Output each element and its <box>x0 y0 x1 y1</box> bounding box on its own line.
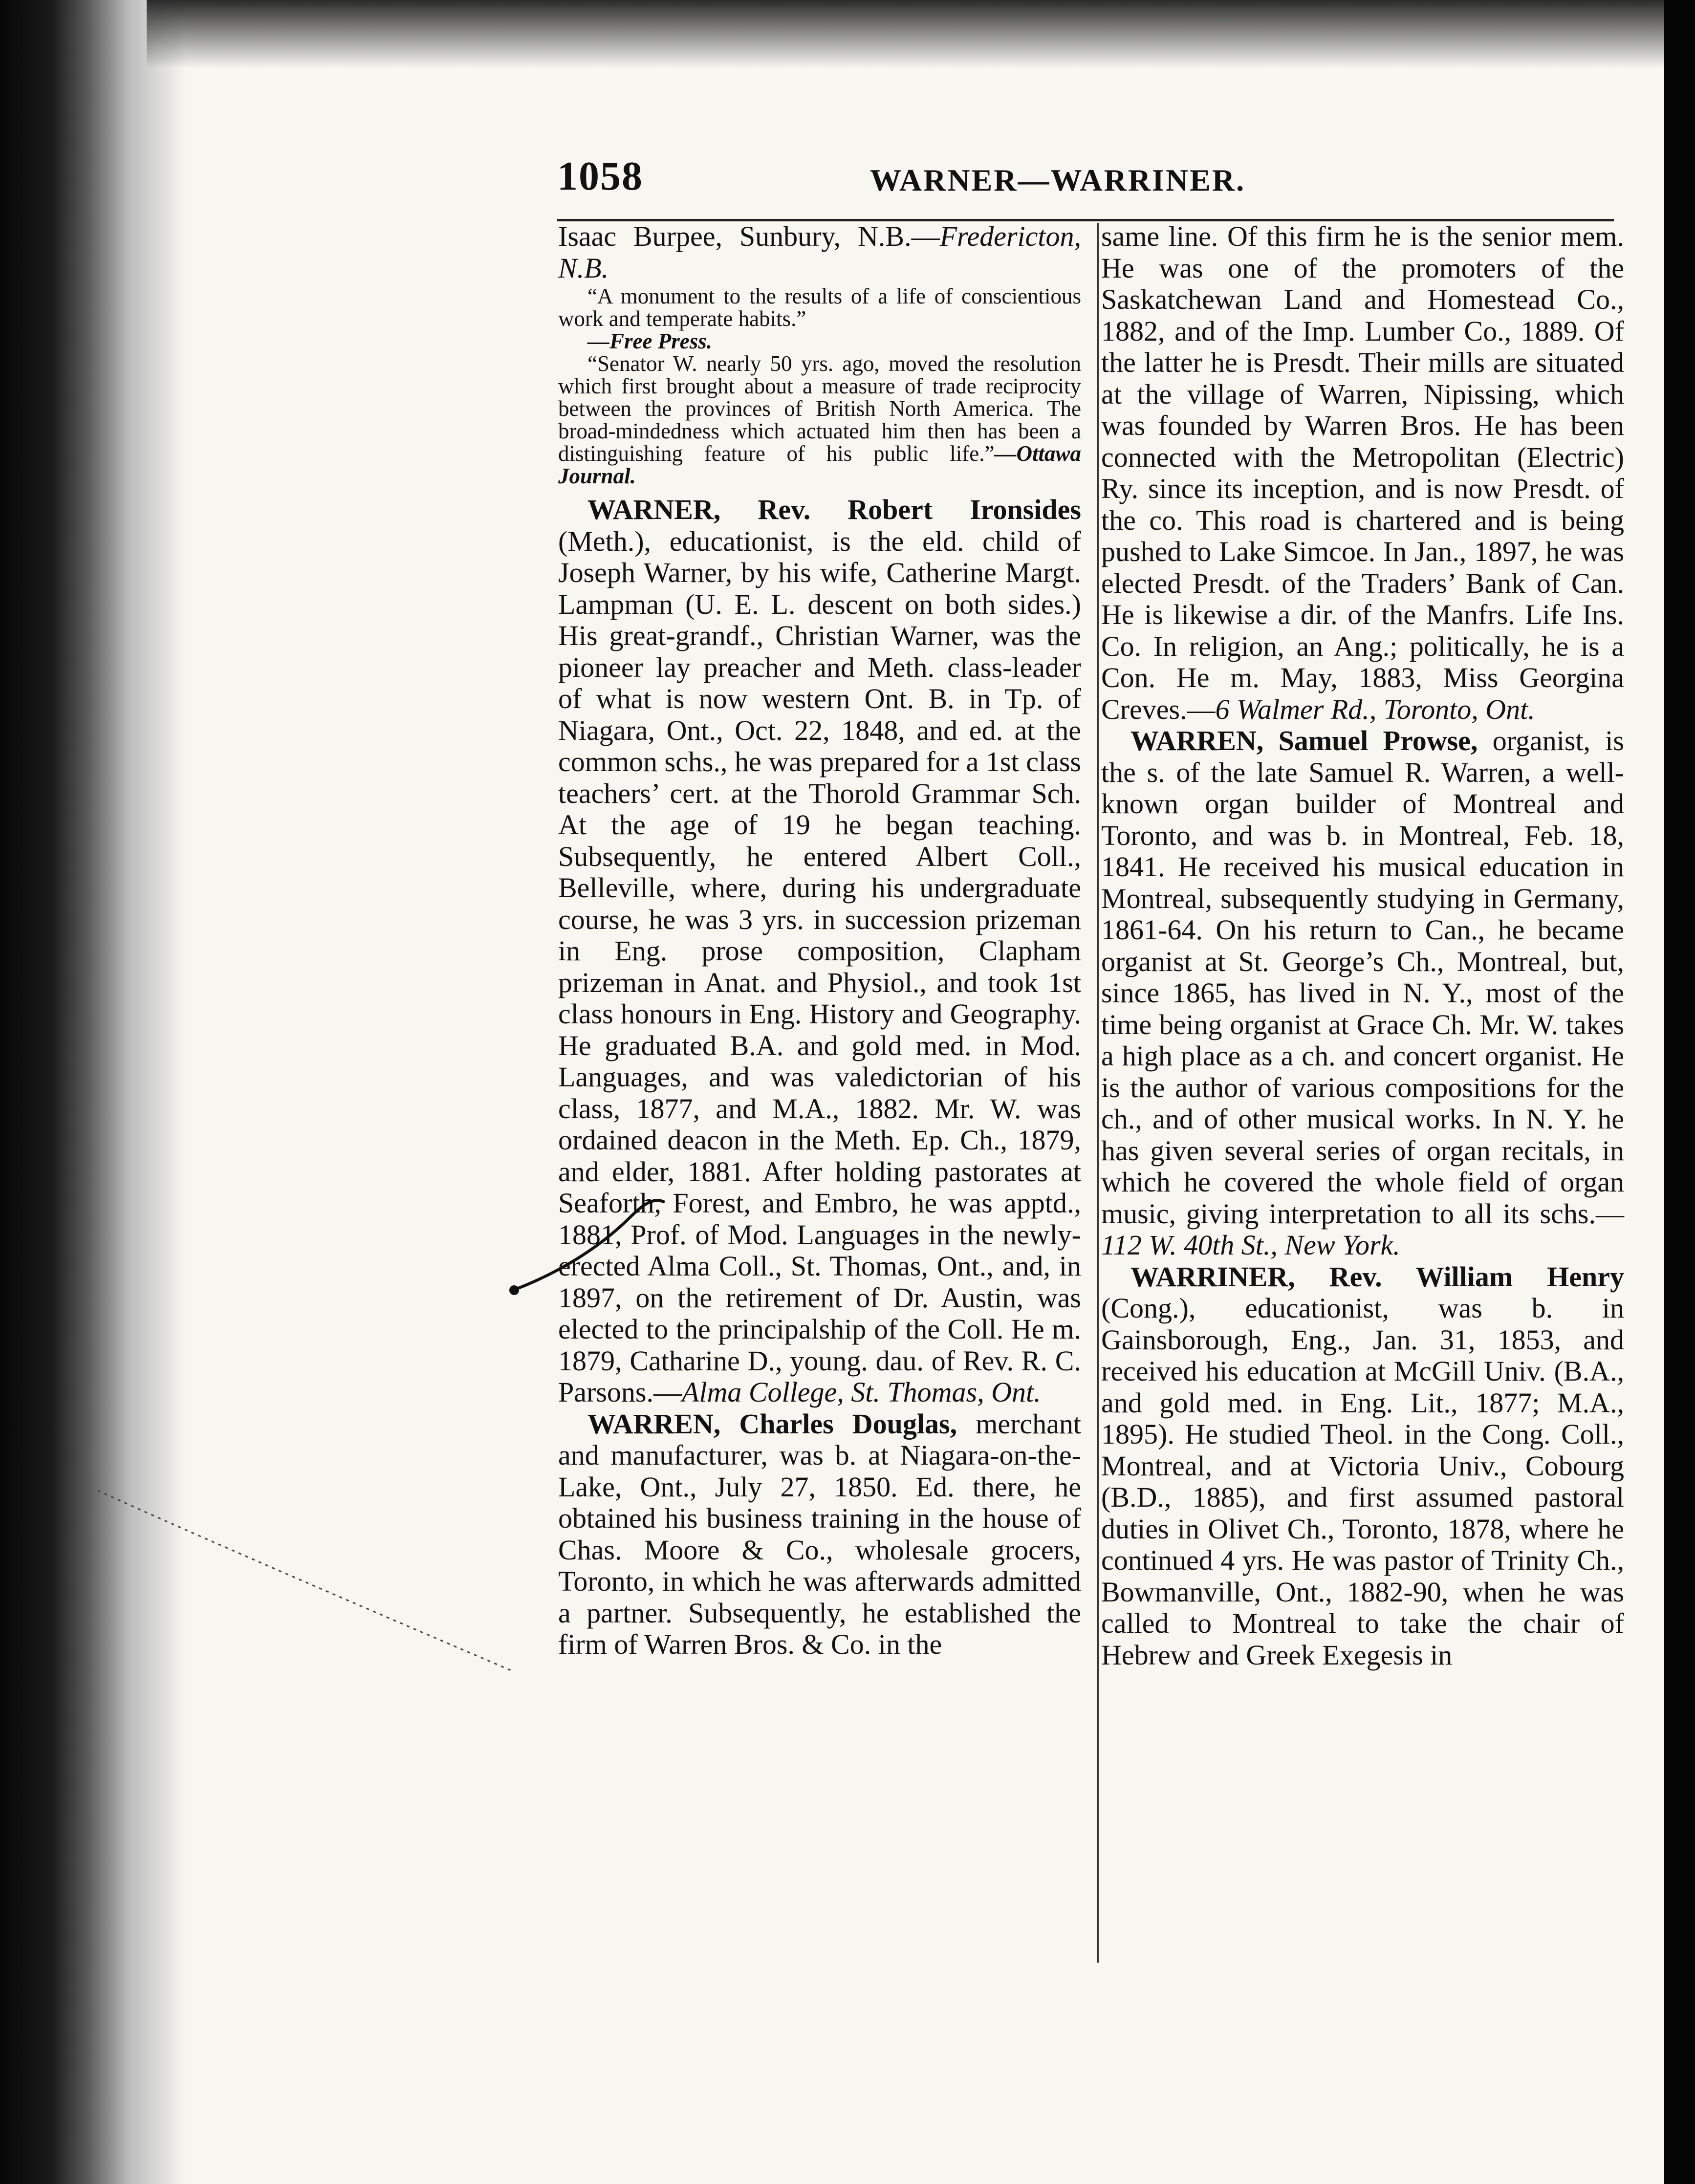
address: Fredericton, N.B. <box>558 220 1081 284</box>
entry-text: (Cong.), educationist, was b. in Gainsborough, Eng., Jan. 31, 1853, and received his education at McGill Univ. (B.A., and gold med. in Eng. Lit., 1877; M.A., 1895). He studied Theol. in the Cong. Coll., Montreal, and at Victoria Univ., Cobourg (B.D., 1885), and first assumed pastoral duties in Olivet Ch., Toronto, 1878, where he continued 4 yrs. He was pastor of Trinity Ch., Bowmanville, Ont., 1882-90, when he was called to Montreal to take the chair of Hebrew and Greek Exegesis in <box>1101 1292 1624 1671</box>
quote-source-text: —Ottawa Journal. <box>558 441 1081 488</box>
address: 112 W. 40th St., New York. <box>1101 1229 1400 1261</box>
entry-name: WARNER, Rev. Robert Ironsides <box>587 494 1081 525</box>
entry-name: WARREN, Charles Douglas, <box>587 1407 957 1440</box>
quote-source-text: —Free Press. <box>587 329 712 353</box>
page-number: 1058 <box>557 153 643 199</box>
quote-text: “A monument to the results of a life of conscientious work and temperate habits.” <box>558 284 1081 331</box>
running-head: WARNER—WARRINER. <box>870 163 1246 197</box>
entry-name: WARREN, Samuel Prowse, <box>1130 725 1478 757</box>
address: 6 Walmer Rd., Toronto, Ont. <box>1215 693 1535 725</box>
entry-text: (Meth.), educationist, is the eld. child of Joseph Warner, by his wife, Catherine Margt. Lampman (U. E. L. descent on both sides.) His great-grandf., Christian Warner, was the pioneer lay preacher and Meth. class-leader of what is now western Ont. B. in Tp. of Niagara, Ont., Oct. 22, 1848, and ed. at the common schs., he was prepared for a 1st class teachers’ cert. at the Thorold Grammar Sch. At the age of 19 he began teaching. Subsequently, he entered Albert Coll., Belleville, where, during his undergraduate course, he was 3 yrs. in succession prizeman in Eng. prose composition, Clapham prizeman in Anat. and Physiol., and took 1st class honours in Eng. History and Geography. He graduated B.A. and gold med. in Mod. Languages, and was valedictorian of his class, 1877, and M.A., 1882. Mr. W. was ordained deacon in the Meth. Ep. Ch., 1879, and elder, 1881. After holding pastorates at Seaforth, Forest, and Embro, he was apptd., 1881, Prof. of Mod. Languages in the newly-erected Alma Coll., St. Thomas, Ont., and, in 1897, on the retirement of Dr. Austin, was elected to the principalship of the Coll. He m. 1879, Catharine D., young. dau. of Rev. R. C. Parsons.— <box>558 525 1081 1408</box>
address: Alma College, St. Thomas, Ont. <box>681 1376 1041 1408</box>
entry-text: organist, is the s. of the late Samuel R. Warren, a well-known organ builder of Montreal and Toronto, and was b. in Montreal, Feb. 18, 1841. He received his musical education in Montreal, subsequently studying in Germany, 1861-64. On his return to Can., he became organist at St. George’s Ch., Montreal, but, since 1865, has lived in N. Y., most of the time being organist at Grace Ch. Mr. W. takes a high place as a ch. and concert organist. He is the author of various compositions for the ch., and of other musical works. In N. Y. he has given several series of organ recitals, in which he covered the whole field of organ music, giving interpretation to all its schs.— <box>1101 725 1624 1230</box>
quote-text: “Senator W. nearly 50 yrs. ago, moved the resolution which first brought about a measure of trade reciprocity between the provinces of British North America. The broad-mindedness which actuated him then has been a distinguishing feature of his public life.” <box>558 351 1081 466</box>
entry-name: WARRINER, Rev. William Henry <box>1130 1260 1624 1293</box>
entry-text: merchant and manufacturer, was b. at Niagara-on-the-Lake, Ont., July 27, 1850. Ed. there, he obtained his business training in the house of Chas. Moore & Co., wholesale grocers, Toronto, in which he was afterwards admitted a partner. Subsequently, he established the firm of Warren Bros. & Co. in the <box>558 1407 1081 1660</box>
continuation-text: same line. Of this firm he is the senior mem. He was one of the promoters of the Saskatchewan Land and Homestead Co., 1882, and of the Imp. Lumber Co., 1889. Of the latter he is Presdt. Their mills are situated at the village of Warren, Nipissing, which was founded by Warren Bros. He has been connected with the Metropolitan (Electric) Ry. since its inception, and is now Presdt. of the co. This road is chartered and is being pushed to Lake Simcoe. In Jan., 1897, he was elected Presdt. of the Traders’ Bank of Can. He is likewise a dir. of the Manfrs. Life Ins. Co. In religion, an Ang.; politically, he is a Con. He m. May, 1883, Miss Georgina Creves.— <box>1101 220 1624 725</box>
continuation-text: Isaac Burpee, Sunbury, N.B.— <box>558 220 940 252</box>
